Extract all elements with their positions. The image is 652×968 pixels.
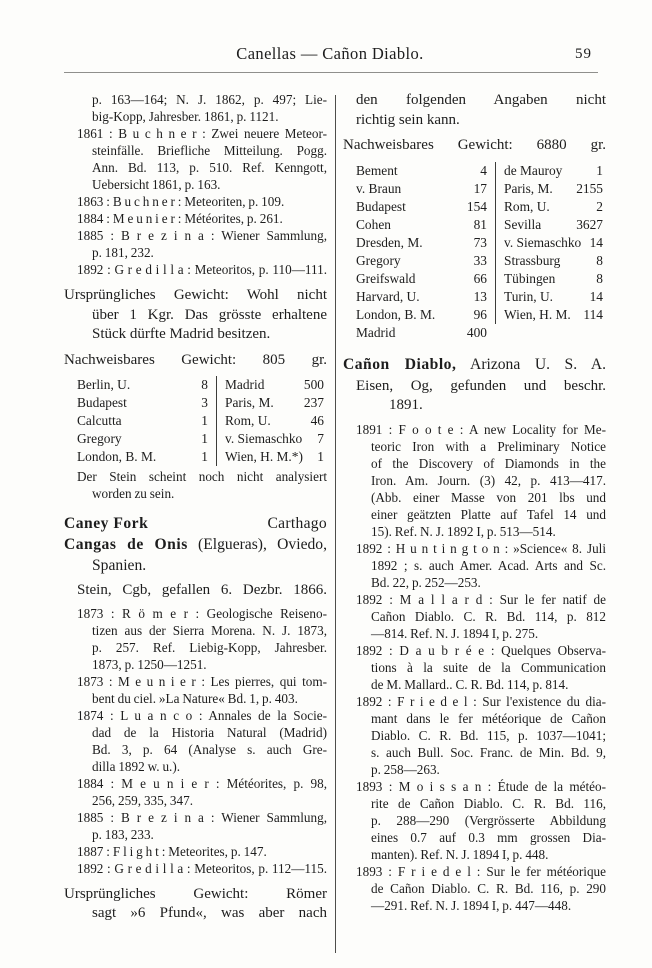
text-line: Eisen, Og, gefunden und beschr.: [356, 377, 606, 394]
table-left-half: [343, 324, 495, 342]
text-part: Cangas de Onis: [64, 536, 188, 553]
text-line: 1873, p. 1250—1251.: [92, 656, 207, 672]
museum-name: Wien, H. M.: [504, 306, 571, 322]
paragraph-continuation: [343, 91, 606, 130]
reference-entry: [343, 591, 606, 642]
weight-value: 17: [473, 180, 487, 196]
text-line: de Cañon Diablo. C. R. Bd. 116, p. 290: [371, 880, 606, 896]
text-line: 1892 : M a l l a r d : Sur le fer natif de: [356, 591, 606, 607]
table-right-half: [495, 216, 606, 234]
text-line: teoric Iron with a Preliminary Notice: [371, 438, 606, 454]
table-right-half: [216, 412, 327, 430]
table-right-half: [495, 324, 606, 342]
weight-table: [64, 376, 327, 466]
text-line: worden zu sein.: [92, 486, 175, 501]
reference-entry: [64, 775, 327, 809]
text-line: tions à la suite de la Communication: [371, 659, 606, 675]
weight-value: 1: [317, 449, 324, 464]
text-line: 1873 : M e u n i e r : Les pierres, qui tom-: [77, 673, 327, 689]
text-line: Ursprüngliches Gewicht: Römer: [64, 885, 327, 902]
text-line: (Abb. einer Masse von 201 lbs und: [371, 489, 606, 505]
museum-name: Tübingen: [504, 270, 556, 286]
table-right-half: [495, 198, 606, 216]
weight-value: 154: [466, 198, 487, 214]
text-line: dilla 1892 w. u.).: [92, 758, 181, 774]
table-left-half: [64, 394, 216, 412]
text-line: Spanien.: [92, 557, 147, 574]
reference-entry: [343, 540, 606, 591]
classification-line: [64, 581, 327, 601]
table-left-half: [343, 306, 495, 324]
table-left-half: [343, 252, 495, 270]
text-line: p. 183, 233.: [92, 826, 154, 842]
weight-row: [343, 270, 606, 288]
table-right-half: [216, 376, 327, 394]
text-line: 1874 : L u a n c o : Annales de la Socie-: [77, 707, 327, 723]
right-column: [343, 91, 606, 953]
classification-line: [343, 377, 606, 416]
page-number: 59: [575, 46, 592, 62]
reference-entry: [64, 843, 327, 860]
table-right-half: [216, 394, 327, 412]
text-line: 1891 : F o o t e : A new Locality for Me-: [356, 421, 606, 437]
table-left-half: [343, 198, 495, 216]
weight-value: 73: [473, 234, 487, 250]
museum-name: Wien, H. M.*): [225, 449, 303, 464]
text-line: [343, 354, 606, 375]
text-line: Ursprüngliches Gewicht: Wohl nicht: [64, 287, 327, 303]
reference-entry: [64, 605, 327, 673]
table-left-half: [64, 412, 216, 430]
text-part: Cañon Diablo,: [343, 355, 457, 373]
museum-name: London, B. M.: [356, 306, 436, 322]
museum-name: Paris, M.: [504, 180, 553, 196]
weight-row: [343, 180, 606, 198]
text-part: Caney Fork: [64, 515, 149, 532]
weight-value: 1: [201, 413, 208, 428]
reference-entry: [343, 863, 606, 914]
text-line: bent du ciel. »La Nature« Bd. 1, p. 403.: [92, 690, 298, 706]
table-left-half: [343, 270, 495, 288]
museum-name: Rom, U.: [504, 198, 550, 214]
running-header: [64, 44, 596, 68]
text-line: Der Stein scheint noch nicht analysiert: [77, 469, 327, 484]
text-part: Arizona U. S. A.: [456, 355, 606, 373]
text-line: —291. Ref. N. J. 1894 I, p. 447—448.: [371, 897, 572, 913]
weight-value: 400: [466, 324, 487, 340]
museum-name: de Mauroy: [504, 162, 563, 178]
weight-table: [343, 162, 606, 342]
weight-value: 14: [589, 288, 603, 304]
weight-value: 81: [473, 216, 487, 232]
text-line: manten). Ref. N. J. 1894 I, p. 448.: [371, 846, 549, 862]
museum-name: v. Siemaschko: [504, 234, 582, 250]
weight-row: [64, 430, 327, 448]
entry-heading-canon-diablo: [343, 354, 606, 375]
text-line: einer geätzten Platte auf Tafel 14 und: [371, 506, 606, 522]
text-line: steinfälle. Briefliche Mitteilung. Pogg.: [92, 143, 327, 158]
text-line: de M. Mallard.. C. R. Bd. 114, p. 814.: [371, 676, 569, 692]
reference-entry: [343, 642, 606, 693]
text-line: Uebersicht 1861, p. 163.: [92, 177, 221, 192]
text-line: p. 288—290 (Vergrösserte Abbildung: [371, 812, 606, 828]
table-left-half: [343, 216, 495, 234]
table-right-half: [216, 448, 327, 466]
reference-entry: [64, 227, 327, 261]
weight-value: 3: [201, 395, 208, 410]
text-line: 1861 : B u c h n e r : Zwei neuere Meteor-: [77, 126, 327, 141]
weight-value: 46: [310, 413, 324, 428]
verifiable-weight-line: [343, 136, 606, 156]
weight-value: 13: [473, 288, 487, 304]
text-line: 1892 : H u n t i n g t o n : »Science« 8. Juli: [356, 540, 606, 556]
table-left-half: [64, 448, 216, 466]
table-right-half: [495, 162, 606, 180]
reference-entry: [64, 193, 327, 210]
museum-name: Madrid: [356, 324, 396, 340]
text-line: eines 0.7 auf 0.3 mm grossen Dia-: [371, 829, 606, 845]
reference-entry: [64, 261, 327, 278]
weight-row: [343, 288, 606, 306]
reference-entry: [64, 210, 327, 227]
table-right-half: [495, 234, 606, 252]
museum-name: Calcutta: [77, 413, 122, 428]
text-line: 1892 : G r e d i l l a : Meteoritos, p. 110—111.: [77, 262, 327, 277]
weight-value: 4: [480, 162, 487, 178]
text-line: 1892 : F r i e d e l : Sur l'existence du dia-: [356, 693, 606, 709]
museum-name: Turin, U.: [504, 288, 553, 304]
text-line: 1893 : F r i e d e l : Sur le fer météorique: [356, 863, 606, 879]
column-divider: [335, 95, 336, 953]
weight-row: [64, 394, 327, 412]
text-line: 15). Ref. N. J. 1892 I, p. 513—514.: [371, 523, 556, 539]
text-line: 1887 : F l i g h t : Meteorites, p. 147.: [77, 843, 267, 859]
weight-value: 8: [596, 252, 603, 268]
text-line: 1892 ; s. auch Amer. Acad. Arts and Sc.: [371, 557, 606, 573]
weight-value: 237: [303, 395, 324, 410]
text-line: Diablo. C. R. Bd. 115, p. 1037—1041;: [371, 727, 606, 743]
text-line: mant dans le fer météorique de Cañon: [371, 710, 606, 726]
text-line: 1892 : G r e d i l l a : Meteoritos, p. 112—115.: [77, 860, 327, 876]
weight-value: 114: [583, 306, 603, 322]
text-line: sagt »6 Pfund«, was aber nach: [92, 905, 327, 921]
museum-name: Rom, U.: [225, 413, 271, 428]
text-line: 1884 : M e u n i e r : Météorites, p. 261.: [77, 211, 283, 226]
text-line: dad de la Historia Natural (Madrid): [92, 724, 327, 740]
reference-entry: [343, 693, 606, 778]
text-line: 1885 : B r e z i n a : Wiener Sammlung,: [77, 809, 327, 825]
museum-name: Paris, M.: [225, 395, 274, 410]
table-left-half: [64, 376, 216, 394]
text-line: s. auch Bull. Soc. Franc. de Min. Bd. 9,: [371, 744, 606, 760]
text-line: 1884 : M e u n i e r : Météorites, p. 98,: [77, 775, 327, 791]
text-line: Bd. 3, p. 64 (Analyse s. auch Gre-: [92, 741, 327, 757]
weight-value: 7: [317, 431, 324, 446]
museum-name: Budapest: [356, 198, 406, 214]
weight-row: [343, 252, 606, 270]
table-right-half: [495, 306, 606, 324]
museum-name: Harvard, U.: [356, 288, 420, 304]
text-line: p. 258—263.: [371, 761, 440, 777]
reference-entry: [343, 421, 606, 540]
text-line: [64, 513, 327, 534]
original-weight-paragraph: [64, 885, 327, 924]
weight-row: [343, 234, 606, 252]
weight-row: [343, 216, 606, 234]
weight-row: [343, 306, 606, 324]
header-title: Canellas — Cañon Diablo.: [236, 44, 424, 63]
table-left-half: [343, 234, 495, 252]
museum-name: Budapest: [77, 395, 127, 410]
text-columns: [64, 91, 652, 953]
text-line: 1892 : D a u b r é e : Quelques Observa-: [356, 642, 606, 658]
table-left-half: [343, 162, 495, 180]
text-line: richtig sein kann.: [356, 111, 460, 128]
weight-value: 1: [201, 449, 208, 464]
museum-name: Greifswald: [356, 270, 416, 286]
reference-entry: [64, 125, 327, 193]
crossref-target: Carthago: [267, 515, 327, 532]
text-line: p. 163—164; N. J. 1862, p. 497; Lie-: [92, 92, 327, 107]
weight-row: [343, 198, 606, 216]
analysis-note: [64, 468, 327, 502]
text-line: 1885 : B r e z i n a : Wiener Sammlung,: [77, 228, 327, 243]
text-line: 256, 259, 335, 347.: [92, 792, 194, 808]
reference-entry: [64, 809, 327, 843]
table-left-half: [343, 288, 495, 306]
text-line: 1863 : B u c h n e r : Meteoriten, p. 109.: [77, 194, 285, 209]
weight-value: 96: [473, 306, 487, 322]
weight-row: [64, 376, 327, 394]
table-right-half: [495, 252, 606, 270]
text-line: über 1 Kgr. Das grösste erhaltene: [92, 306, 327, 323]
text-line: Nachweisbares Gewicht: 805 gr.: [64, 351, 327, 368]
weight-row: [343, 162, 606, 180]
left-column: [64, 91, 327, 953]
text-line: Nachweisbares Gewicht: 6880 gr.: [343, 137, 606, 153]
text-line: of the Discovery of Diamonds in the: [371, 455, 606, 471]
museum-name: Madrid: [225, 377, 265, 392]
museum-name: Dresden, M.: [356, 234, 423, 250]
text-line: den folgenden Angaben nicht: [356, 92, 606, 108]
weight-row: [343, 324, 606, 342]
weight-row: [64, 448, 327, 466]
weight-value: 66: [473, 270, 487, 286]
text-line: Cañon Diablo. C. R. Bd. 114, p. 812: [371, 608, 606, 624]
weight-value: 2: [596, 198, 603, 214]
weight-value: 500: [303, 377, 324, 392]
weight-row: [64, 412, 327, 430]
table-right-half: [495, 180, 606, 198]
text-line: 1893 : M o i s s a n : Étude de la météo-: [356, 778, 606, 794]
text-line: p. 257. Ref. Liebig-Kopp, Jahresber.: [92, 639, 327, 655]
weight-value: 3627: [576, 216, 603, 232]
text-part: (Elgueras), Oviedo,: [187, 536, 327, 553]
table-left-half: [343, 180, 495, 198]
museum-name: Gregory: [77, 431, 122, 446]
reference-entry: [64, 673, 327, 707]
museum-name: Strassburg: [504, 252, 561, 268]
table-right-half: [495, 288, 606, 306]
text-line: p. 181, 232.: [92, 245, 154, 260]
museum-name: v. Siemaschko: [225, 431, 303, 446]
text-line: big-Kopp, Jahresber. 1861, p. 1121.: [92, 109, 279, 124]
text-line: Stück dürfte Madrid besitzen.: [92, 326, 271, 342]
header-rule: [64, 72, 598, 73]
reference-entry: [64, 707, 327, 775]
weight-value: 2155: [576, 180, 603, 196]
museum-name: Sevilla: [504, 216, 542, 232]
weight-value: 8: [201, 377, 208, 392]
weight-value: 8: [596, 270, 603, 286]
museum-name: Berlin, U.: [77, 377, 131, 392]
text-line: —814. Ref. N. J. 1894 I, p. 275.: [371, 625, 539, 641]
table-left-half: [64, 430, 216, 448]
text-line: Ann. Bd. 113, p. 510. Ref. Kenngott,: [92, 160, 327, 175]
text-line: Bd. 22, p. 252—253.: [371, 574, 481, 590]
weight-value: 1: [596, 162, 603, 178]
reference-entry: [343, 778, 606, 863]
verifiable-weight-line: [64, 351, 327, 371]
reference-continuation: [64, 91, 327, 125]
weight-value: 1: [201, 431, 208, 446]
weight-value: 33: [473, 252, 487, 268]
table-right-half: [495, 270, 606, 288]
text-line: 1891.: [389, 397, 423, 413]
museum-name: Cohen: [356, 216, 391, 232]
text-line: Iron. Am. Journ. (3) 42, p. 413—417.: [371, 472, 606, 488]
museum-name: v. Braun: [356, 180, 402, 196]
text-line: 1873 : R ö m e r : Geologische Reiseno-: [77, 605, 327, 621]
entry-heading-caney-fork: [64, 513, 327, 534]
museum-name: London, B. M.: [77, 449, 157, 464]
museum-name: Bement: [356, 162, 398, 178]
original-weight-paragraph: [64, 286, 327, 345]
text-line: Stein, Cgb, gefallen 6. Dezbr. 1866.: [77, 582, 327, 598]
reference-entry: [64, 860, 327, 877]
text-line: [64, 534, 327, 555]
table-right-half: [216, 430, 327, 448]
text-line: tizen aus der Sierra Morena. N. J. 1873,: [92, 622, 327, 638]
entry-heading-cangas-de-onis: [64, 534, 327, 576]
weight-value: 14: [589, 234, 603, 250]
text-line: rite de Cañon Diablo. C. R. Bd. 116,: [371, 795, 606, 811]
museum-name: Gregory: [356, 252, 401, 268]
